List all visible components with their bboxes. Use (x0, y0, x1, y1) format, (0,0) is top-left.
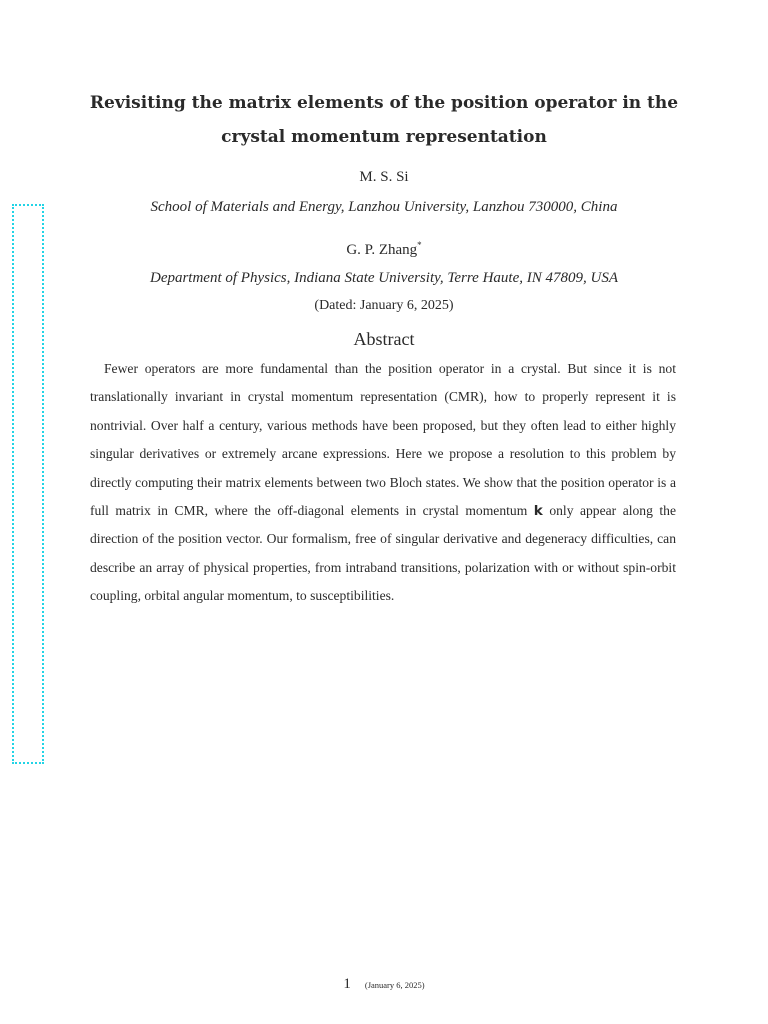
paper-title (60, 86, 708, 154)
footer-date: (January 6, 2025) (364, 980, 425, 990)
page-number: 1 (343, 976, 351, 992)
author-1-affiliation: School of Materials and Energy, Lanzhou University, Lanzhou 730000, China (150, 199, 618, 215)
corresponding-author-marker: * (417, 240, 422, 250)
abstract-text-part-1: Fewer operators are more fundamental than the position operator in a crystal. But since it is not translationally invariant in crystal momentum representation (CMR), how to properly represent it is nontrivial. Over half a century, various methods have been proposed, but they often lead to either highly singular derivatives or extremely arcane expressions. Here we propose a resolution to this problem by directly computing their matrix elements between two Bloch states. We show that the position operator is a full matrix in CMR, where the off-diagonal elements in crystal momentum (90, 361, 676, 519)
abstract-text-part-2: only appear along the direction of the position vector. Our formalism, free of singular derivative and degeneracy difficulties, can describe an array of physical properties, from intraband transitions, polarization with or without spin-orbit coupling, orbital angular momentum, to susceptibilities. (90, 503, 676, 604)
author-1-name: M. S. Si (359, 169, 409, 185)
margin-annotation-box (12, 204, 44, 764)
abstract-body (90, 355, 676, 611)
author-2-affiliation: Department of Physics, Indiana State University, Terre Haute, IN 47809, USA (149, 270, 618, 286)
author-1 (60, 169, 708, 186)
page-footer (0, 975, 768, 993)
author-2 (60, 240, 708, 259)
dated-line: (Dated: January 6, 2025) (314, 298, 454, 313)
title-line-1: Revisiting the matrix elements of the position operator in the (89, 93, 679, 113)
abstract-heading: Abstract (353, 329, 415, 349)
abstract-bold-k: k (533, 503, 543, 520)
author-2-name: G. P. Zhang (346, 242, 418, 258)
title-line-2: crystal momentum representation (221, 127, 547, 147)
